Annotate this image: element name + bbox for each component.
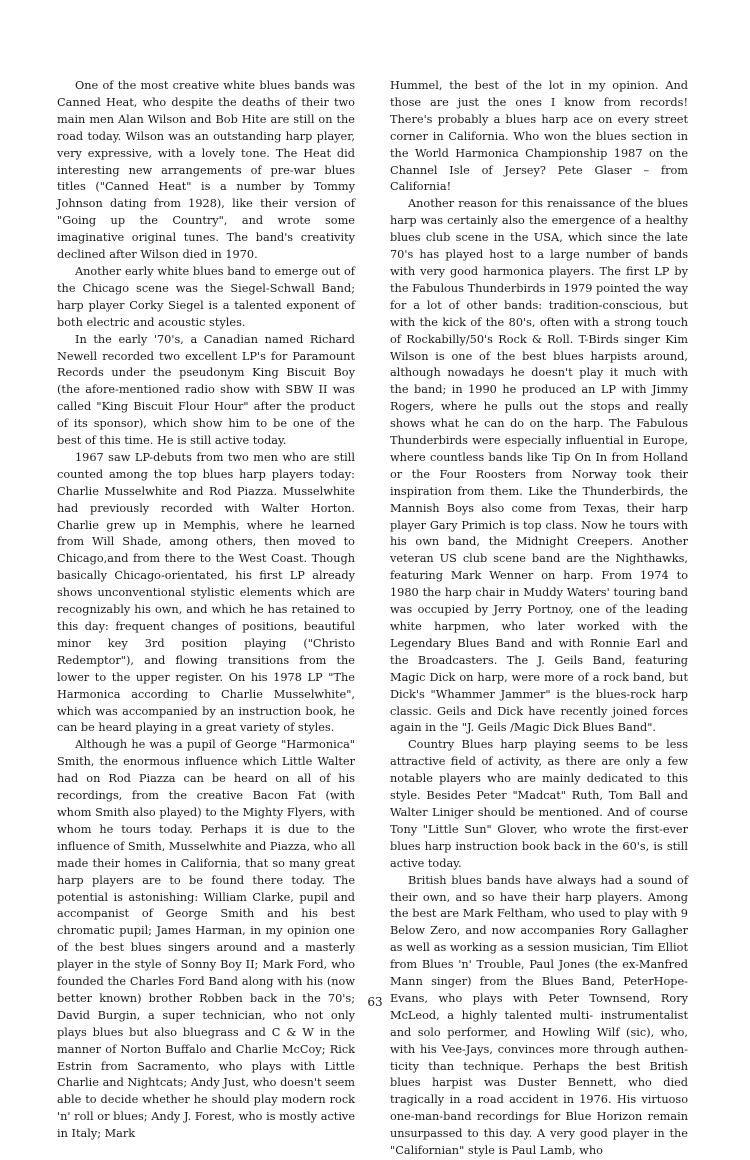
paragraph-continued-hummel: Hummel, the best of the lot in my opinion. And those are just the ones I know from records! There's probably a blues harp ace on every street corner in California. Who won the blues section in the World Harmonica Championship 1987 on the Channel Isle of Jersey? Pete Glaser – from California! [390, 79, 688, 194]
paragraph-canned-heat: One of the most creative white blues bands was Canned Heat, who despite the deaths of their two main men Alan Wilson and Bob Hite are still on the road today. Wilson was an outstanding harp player, very expressive, with a lovely tone. The Heat did interesting new arrangements of pre-war blues titles ("Canned Heat" is a number by Tommy Johnson dating from 1928), like their version of "Going up the Country", and wrote some imaginative original tunes. The band's creativity declined after Wilson died in 1970. [57, 79, 355, 262]
paragraph-siegel-schwall: Another early white blues band to emerge out of the Chicago scene was the Siegel-Schwall Band; harp player Corky Siegel is a talented exponent of both electric and acoustic styles. [57, 264, 355, 329]
paragraph-musselwhite-piazza: 1967 saw LP-debuts from two men who are still counted among the top blues harp players today: Charlie Musselwhite and Rod Piazza. Musselwhite had previously recorded with Walter Horton. Charlie grew up in Memphis, where he learned from Will Shade, among others, then moved to Chicago,and from there to the West Coast. Though basically Chicago-orientated, his first LP already shows unconventional stylistic elements which are recognizably his own, and which he has retained to this day: frequent changes of positions, beautiful minor key 3rd position playing ("Christo Redemptor"), and flowing transitions from the lower to the upper register. On his 1978 LP "The Harmonica according to Charlie Musselwhite", which was accompanied by an instruction book, he can be heard playing in a great variety of styles. [57, 450, 355, 735]
paragraph-british-blues: British blues bands have always had a sound of their own, and so have their harp players. Among the best are Mark Feltham, who used to play with 9 Below Zero, and now accompanies Rory Gallagher as well as working as a session musician, Tim Elliot from Blues 'n' Trouble, Paul Jones (the ex-Manfred Mann singer) from the Blues Band, PeterHope-Evans, who plays with Peter Townsend, Rory McLeod, a highly talented multi- instrumentalist and solo performer, and Howling Wilf (sic), who, with his Vee-Jays, convinces more through authenticity than technique. Perhaps the best British blues harpist was Duster Bennett, who died tragically in a road accident in 1976. His virtuoso one-man-band recordings for Blue Horizon remain unsurpassed to this day. A very good player in the "Californian" style is Paul Lamb, who [390, 873, 688, 1158]
paragraph-country-blues: Country Blues harp playing seems to be less attractive field of activity, as there are only a few notable players who are mainly dedicated to this style. Besides Peter "Madcat" Ruth, Tom Ball and Walter Liniger should be mentioned. And of course Tony "Little Sun" Glover, who wrote the first-ever blues harp instruction book back in the 60's, is still active today. [390, 738, 688, 870]
page-number: 63 [367, 995, 383, 1009]
left-column [57, 78, 355, 1143]
paragraph-california-players: Although he was a pupil of George "Harmonica" Smith, the enormous influence which Little Walter had on Rod Piazza can be heard on all of his recordings, from the creative Bacon Fat (with whom Smith also played) to the Mighty Flyers, with whom he tours today. Perhaps it is due to the influence of Smith, Musselwhite and Piazza, who all made their homes in California, that so many great harp players are to be found there today. The potential is astonishing: William Clarke, pupil and accompanist of George Smith and his best chromatic pupil; James Harman, in my opinion one of the best blues singers around and a masterly player in the style of Sonny Boy II; Mark Ford, who founded the Charles Ford Band along with his (now better known) brother Robben back in the 70's; David Burgin, a super technician, who not only plays blues but also bluegrass and C & W in the manner of Norton Buffalo and Charlie McCoy; Rick Estrin from Sacramento, who plays with Little Charlie and Nightcats; Andy Just, who doesn't seem able to decide whether he should play modern rock 'n' roll or blues; Andy J. Forest, who is mostly active in Italy; Mark [57, 738, 355, 1141]
paragraph-blues-club-scene: Another reason for this renaissance of the blues harp was certainly also the emergence of a healthy blues club scene in the USA, which since the late 70's has played host to a large number of bands with very good harmonica players. The first LP by the Fabulous Thunderbirds in 1979 pointed the way for a lot of other bands: tradition-conscious, but with the kick of the 80's, often with a strong touch of Rockabilly/50's Rock & Roll. T-Birds singer Kim Wilson is one of the best blues harpists around, although nowadays he doesn't play it much with the band; in 1990 he produced an LP with Jimmy Rogers, where he pulls out the stops and really shows what he can do on the harp. The Fabulous Thunderbirds were especially influential in Europe, where countless bands like Tip On In from Holland or the Four Roosters from Norway took their inspiration from them. Like the Thunderbirds, the Mannish Boys also come from Texas, their harp player Gary Primich is top class. Now he tours with his own band, the Midnight Creepers. Another veteran US club scene band are the Nighthawks, featuring Mark Wenner on harp. From 1974 to 1980 the harp chair in Muddy Waters' touring band was occupied by Jerry Portnoy, one of the leading white harpmen, who later worked with the Legendary Blues Band and with Ronnie Earl and the Broadcasters. The J. Geils Band, featuring Magic Dick on harp, were more of a rock band, but Dick's "Whammer Jammer" is the blues-rock harp classic. Geils and Dick have recently joined forces again in the "J. Geils /Magic Dick Blues Band". [390, 197, 688, 735]
paragraph-richard-newell: In the early '70's, a Canadian named Richard Newell recorded two excellent LP's for Paramount Records under the pseudonym King Biscuit Boy (the afore-mentioned radio show with SBW II was called "King Biscuit Flour Hour" after the product of its sponsor), which show him to be one of the best of this time. He is still active today. [57, 332, 355, 448]
